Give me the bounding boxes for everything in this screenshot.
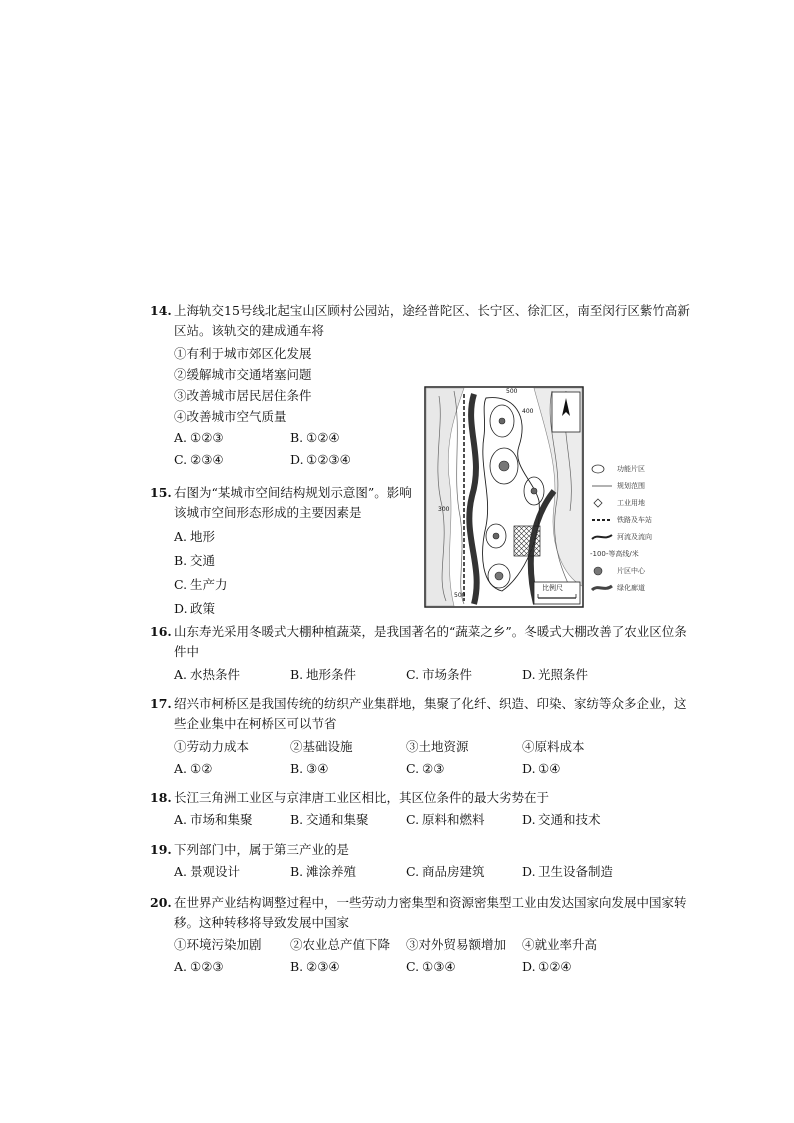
map-scale-label: 比例尺 (542, 584, 563, 592)
question-stem: 长江三角洲工业区与京津唐工业区相比，其区位条件的最大劣势在于 (174, 790, 550, 805)
option-b[interactable]: B. 交通 (174, 553, 216, 568)
question-stem: 山东寿光采用冬暖式大棚种植蔬菜，是我国著名的“蔬菜之乡”。冬暖式大棚改善了农业区位条 (174, 624, 687, 639)
contour-label: 300 (438, 506, 450, 513)
options-row (174, 664, 650, 686)
statement-2: ②农业总产值下降 (290, 937, 391, 952)
statement-2: ②缓解城市交通堵塞问题 (174, 367, 312, 382)
boundary-symbol-icon (590, 480, 614, 492)
options-row (174, 809, 650, 831)
legend-item: 河流及流向 (590, 528, 680, 545)
option-c[interactable]: C. ②③④ (174, 452, 224, 467)
legend-item: 规划范围 (590, 477, 680, 494)
question-stem-continued: 该城市空间形态形成的主要因素是 (174, 505, 362, 520)
question-stem: 上海轨交15号线北起宝山区顾村公园站，途经普陀区、长宁区、徐汇区，南至闵行区紫竹高新 (174, 303, 690, 318)
map-svg (424, 386, 584, 608)
contour-label: 400 (522, 408, 534, 415)
greenbelt-symbol-icon (590, 582, 614, 594)
question-15 (150, 483, 410, 621)
question-stem-continued: 区站。该轨交的建成通车将 (174, 323, 325, 338)
question-17 (150, 694, 687, 780)
option-d[interactable]: D. 光照条件 (522, 667, 589, 682)
option-b[interactable]: B. ②③④ (290, 959, 340, 974)
statements-row (174, 736, 650, 758)
option-a[interactable]: A. 地形 (174, 529, 216, 544)
question-stem: 右图为“某城市空间结构规划示意图”。影响 (174, 485, 412, 500)
option-d[interactable]: D. ①②④ (522, 959, 572, 974)
option-d[interactable]: D. 交通和技术 (522, 812, 601, 827)
legend-item: -100-等高线/米 (590, 549, 639, 558)
question-stem: 绍兴市柯桥区是我国传统的纺织产业集群地，集聚了化纤、织造、印染、家纺等众多企业，这 (174, 696, 687, 711)
question-stem-continued: 移。这种转移将导致发展中国家 (174, 915, 350, 930)
statement-4: ④就业率升高 (522, 937, 598, 952)
district-symbol-icon (590, 463, 614, 475)
option-c[interactable]: C. ①③④ (406, 959, 456, 974)
question-number: 16. (150, 624, 172, 639)
question-16 (150, 622, 687, 686)
question-stem: 在世界产业结构调整过程中，一些劳动力密集型和资源密集型工业由发达国家向发展中国家转 (174, 895, 687, 910)
option-b[interactable]: B. ③④ (290, 761, 329, 776)
statement-1: ①劳动力成本 (174, 739, 250, 754)
question-20 (150, 893, 687, 978)
question-stem: 下列部门中，属于第三产业的是 (174, 842, 350, 857)
option-d[interactable]: D. 政策 (174, 601, 216, 616)
question-number: 19. (150, 842, 172, 857)
options-row (174, 861, 650, 883)
question-stem-continued: 件中 (174, 644, 200, 659)
option-c[interactable]: C. 市场条件 (406, 667, 473, 682)
option-d[interactable]: D. ①④ (522, 761, 561, 776)
center-symbol-icon (590, 565, 614, 577)
question-number: 20. (150, 895, 172, 910)
question-number: 18. (150, 790, 172, 805)
contour-label: 500 (506, 388, 518, 395)
question-stem-continued: 些企业集中在柯桥区可以节省 (174, 716, 337, 731)
statement-1: ①环境污染加剧 (174, 937, 262, 952)
contour-label: 500 (454, 592, 466, 599)
question-number: 15. (150, 485, 172, 500)
map-legend (590, 460, 680, 596)
option-c[interactable]: C. 原料和燃料 (406, 812, 485, 827)
option-d[interactable]: D. 卫生设备制造 (522, 864, 614, 879)
option-c[interactable]: C. ②③ (406, 761, 445, 776)
question-19 (150, 840, 650, 883)
option-c[interactable]: C. 生产力 (174, 577, 228, 592)
statement-2: ②基础设施 (290, 739, 353, 754)
question-number: 17. (150, 696, 172, 711)
option-b[interactable]: B. 交通和集聚 (290, 812, 369, 827)
option-a[interactable]: A. ①②③ (174, 959, 224, 974)
river-symbol-icon (590, 531, 614, 543)
legend-item: 工业用地 (590, 494, 680, 511)
statement-3: ③改善城市居民居住条件 (174, 388, 312, 403)
statement-4: ④原料成本 (522, 739, 585, 754)
option-a[interactable]: A. 市场和集聚 (174, 812, 253, 827)
question-18 (150, 788, 650, 831)
city-structure-map (424, 386, 584, 608)
option-a[interactable]: A. ①②③ (174, 430, 224, 445)
option-b[interactable]: B. 地形条件 (290, 667, 357, 682)
statement-4: ④改善城市空气质量 (174, 409, 287, 424)
statement-3: ③对外贸易额增加 (406, 937, 507, 952)
industrial-symbol-icon (590, 497, 614, 509)
option-a[interactable]: A. 景观设计 (174, 864, 241, 879)
question-number: 14. (150, 303, 172, 318)
legend-item: 铁路及车站 (590, 511, 680, 528)
option-d[interactable]: D. ①②③④ (290, 452, 351, 467)
statement-1: ①有利于城市郊区化发展 (174, 346, 312, 361)
legend-item: 功能片区 (590, 460, 680, 477)
option-a[interactable]: A. 水热条件 (174, 667, 241, 682)
options-row (174, 956, 650, 978)
statements-row (174, 934, 650, 956)
legend-item: 片区中心 (590, 562, 680, 579)
options-row (174, 758, 650, 780)
option-a[interactable]: A. ①② (174, 761, 213, 776)
statement-3: ③土地资源 (406, 739, 469, 754)
option-b[interactable]: B. ①②④ (290, 430, 340, 445)
option-b[interactable]: B. 滩涂养殖 (290, 864, 357, 879)
legend-item: 绿化廊道 (590, 579, 680, 596)
railway-symbol-icon (590, 514, 614, 526)
option-c[interactable]: C. 商品房建筑 (406, 864, 485, 879)
